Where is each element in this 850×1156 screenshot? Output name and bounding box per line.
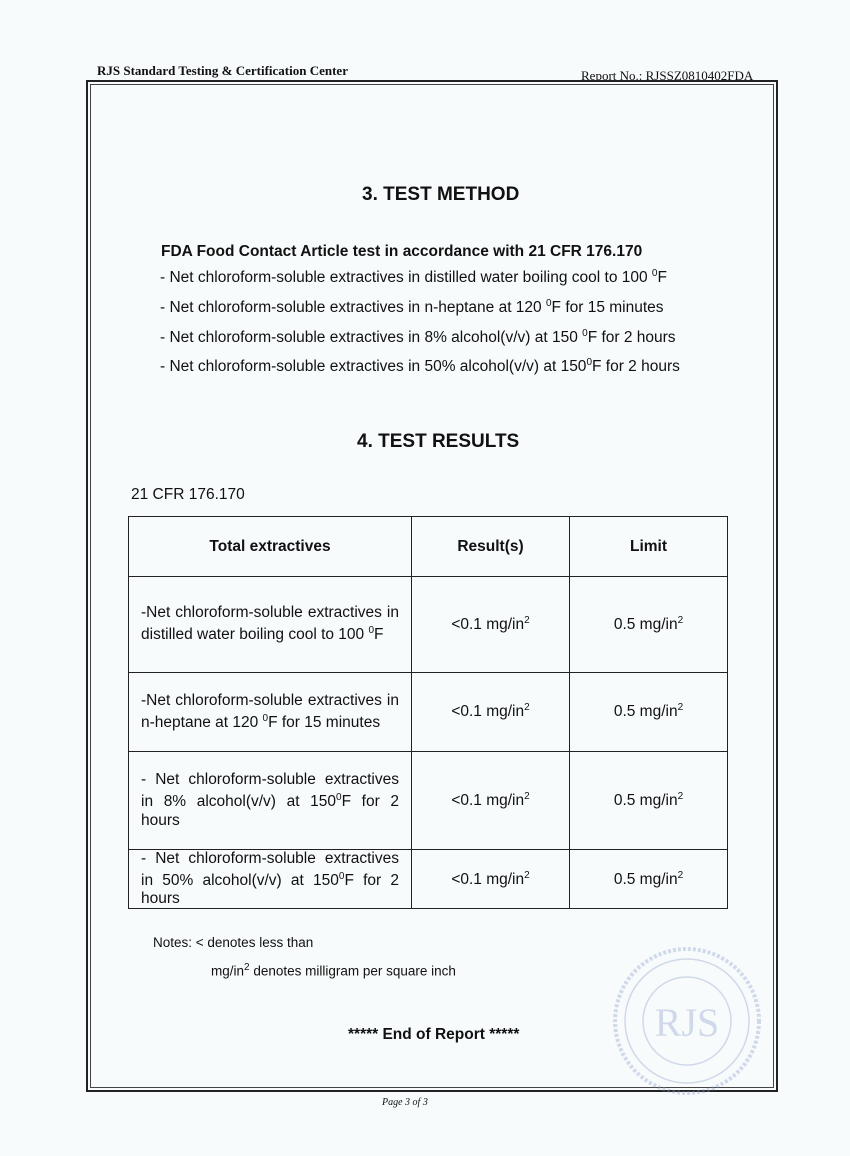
table-header-row	[129, 517, 728, 577]
method-item: - Net chloroform-soluble extractives in 50% alcohol(v/v) at $150^0F$ for 2 hours	[160, 357, 680, 376]
extractive-cell: -Net chloroform-soluble extractives in n-heptane at 120 $^0$F for 15 minutes	[129, 673, 412, 752]
page-number: Page 3 of 3	[382, 1097, 428, 1108]
end-of-report: ***** End of Report *****	[348, 1026, 520, 1043]
method-item: - Net chloroform-soluble extractives in n-heptane at 120 $^0$F for 15 minutes	[160, 298, 664, 317]
note-2: $mg/in^2$ denotes milligram per square inch	[211, 962, 456, 979]
method-item: - Net chloroform-soluble extractives in distilled water boiling cool to 100 $^0$F	[160, 268, 667, 287]
reference: 21 CFR 176.170	[131, 486, 245, 503]
limit-cell: 0.5 $mg/in^2$	[570, 673, 728, 752]
table-row	[129, 577, 728, 673]
result-cell: <0.1 $mg/in^2$	[412, 850, 570, 909]
col-header: Limit	[570, 517, 728, 577]
section3-title: 3. TEST METHOD	[362, 184, 520, 205]
extractive-cell: - Net chloroform-soluble extractives in 50% alcohol(v/v) at $150^0F$ for 2 hours	[129, 850, 412, 909]
svg-text:RJS: RJS	[654, 1000, 720, 1045]
note-1: Notes: < denotes less than	[153, 935, 314, 950]
table-row	[129, 752, 728, 850]
limit-cell: 0.5 $mg/in^2$	[570, 577, 728, 673]
results-table	[128, 516, 728, 909]
col-header: Result(s)	[412, 517, 570, 577]
result-cell: <0.1 $mg/in^2$	[412, 673, 570, 752]
table-row	[129, 673, 728, 752]
col-header: Total extractives	[129, 517, 412, 577]
limit-cell: 0.5 $mg/in^2$	[570, 850, 728, 909]
result-cell: <0.1 $mg/in^2$	[412, 577, 570, 673]
limit-cell: 0.5 $mg/in^2$	[570, 752, 728, 850]
result-cell: <0.1 $mg/in^2$	[412, 752, 570, 850]
method-item: - Net chloroform-soluble extractives in 8% alcohol(v/v) at 150 $^0$F for 2 hours	[160, 328, 676, 347]
rjs-seal-stamp	[612, 946, 762, 1096]
extractive-cell: -Net chloroform-soluble extractives in distilled water boiling cool to 100 $^0$F	[129, 577, 412, 673]
table-row	[129, 850, 728, 909]
report-number: Report No.: RJSSZ0810402FDA	[581, 68, 754, 83]
section4-title: 4. TEST RESULTS	[357, 431, 520, 452]
method-subtitle: FDA Food Contact Article test in accordance with 21 CFR 176.170	[161, 243, 643, 260]
org-name: RJS Standard Testing & Certification Center	[97, 63, 348, 78]
extractive-cell: - Net chloroform-soluble extractives in 8% alcohol(v/v) at $150^0F$ for 2 hours	[129, 752, 412, 850]
